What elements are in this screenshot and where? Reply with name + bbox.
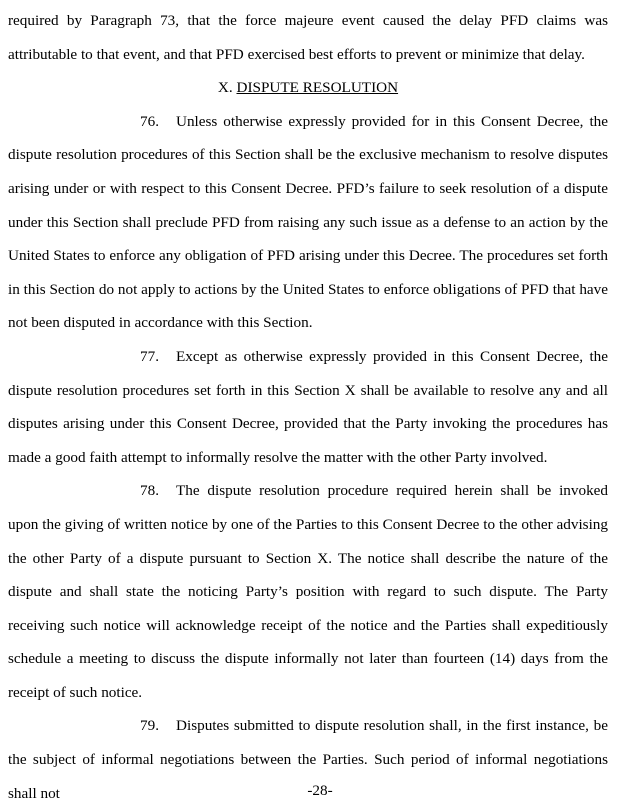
document-page [8,4,608,810]
paragraph-number: 79. [140,717,159,735]
paragraph-78 [8,474,608,709]
section-title: DISPUTE RESOLUTION [236,79,399,97]
paragraph-number: 78. [140,482,159,500]
continuation-paragraph: required by Paragraph 73, that the force majeure event caused the delay PFD claims was attributable to that event, and that PFD exercised best efforts to prevent or minimize that delay. [8,12,608,63]
paragraph-76 [8,105,608,340]
paragraph-text: Disputes submitted to dispute resolution shall, in the first instance, be the subject of informal negotiations between the Parties. Such period of informal negotiations shall not [8,717,608,802]
paragraph-text: Except as otherwise expressly provided in this Consent Decree, the dispute resolution procedures set forth in this Section X shall be available to resolve any and all disputes arising under this Consent Decree, provided that the Party invoking the procedures has made a good faith attempt to informally resolve the matter with the other Party involved. [8,347,608,466]
paragraph-77 [8,340,608,474]
paragraph-number: 77. [140,347,159,365]
page-number: -28- [307,782,333,799]
paragraph-text: The dispute resolution procedure required herein shall be invoked upon the giving of written notice by one of the Parties to this Consent Decree to the other advising the other Party of a dispute pursuant to Section X. The notice shall describe the nature of the dispute and shall state the noticing Party’s position with regard to such dispute. The Party receiving such notice will acknowledge receipt of the notice and the Parties shall expeditiously schedule a meeting to discuss the dispute informally not later than fourteen (14) days from the receipt of such notice. [8,482,608,701]
paragraph-text: Unless otherwise expressly provided for in this Consent Decree, the dispute resolution procedures of this Section shall be the exclusive mechanism to resolve disputes arising under or with respect to this Consent Decree. PFD’s failure to seek resolution of a dispute under this Section shall preclude PFD from raising any such issue as a defense to an action by the United States to enforce any obligation of PFD arising under this Decree. The procedures set forth in this Section do not apply to actions by the United States to enforce obligations of PFD that have not been disputed in accordance with this Section. [8,112,608,332]
paragraph-number: 76. [140,112,159,130]
section-number: X. [217,79,233,97]
section-heading [8,71,608,105]
